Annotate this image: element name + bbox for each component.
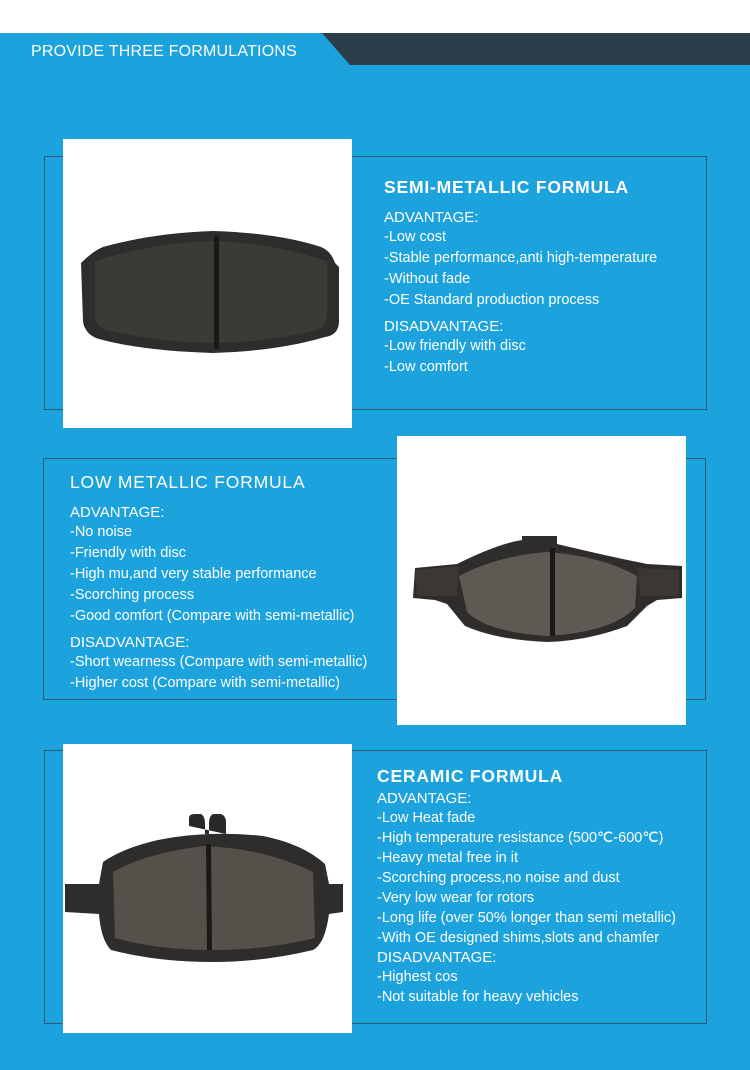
disadvantage-item: -Not suitable for heavy vehicles xyxy=(377,989,579,1005)
advantage-item: -Stable performance,anti high-temperature xyxy=(384,250,658,266)
advantage-item: -Low cost xyxy=(384,229,447,245)
brake-pad-image-semi-metallic xyxy=(63,139,352,428)
advantage-item: -Low Heat fade xyxy=(377,810,476,826)
section-text-ceramic xyxy=(377,765,676,1007)
advantage-label: ADVANTAGE: xyxy=(384,209,479,226)
advantage-item: -Good comfort (Compare with semi-metallic) xyxy=(70,608,355,624)
advantage-item: -Long life (over 50% longer than semi metallic) xyxy=(377,910,676,926)
advantage-item: -Very low wear for rotors xyxy=(377,890,535,906)
formula-title: SEMI-METALLIC FORMULA xyxy=(384,177,629,197)
advantage-item: -Without fade xyxy=(384,271,471,287)
advantage-label: ADVANTAGE: xyxy=(70,504,165,521)
advantage-item: -With OE designed shims,slots and chamfer xyxy=(377,930,660,946)
brake-pad-image-low-metallic xyxy=(397,436,686,725)
disadvantage-label: DISADVANTAGE: xyxy=(377,949,497,966)
advantage-item: -Scorching process,no noise and dust xyxy=(377,870,620,886)
section-text-semi-metallic xyxy=(384,176,657,378)
advantage-item: -No noise xyxy=(70,524,133,540)
disadvantage-item: -Low friendly with disc xyxy=(384,338,526,354)
formula-title: LOW METALLIC FORMULA xyxy=(70,472,306,492)
advantage-item: -Scorching process xyxy=(70,587,195,603)
advantage-item: -Heavy metal free in it xyxy=(377,850,519,866)
page-title: PROVIDE THREE FORMULATIONS xyxy=(31,43,297,60)
advantage-label: ADVANTAGE: xyxy=(377,790,472,807)
advantage-item: -OE Standard production process xyxy=(384,292,600,308)
disadvantage-item: -Higher cost (Compare with semi-metallic) xyxy=(70,675,340,691)
disadvantage-item: -Low comfort xyxy=(384,359,468,375)
disadvantage-item: -Short wearness (Compare with semi-metallic) xyxy=(70,654,368,670)
disadvantage-item: -Highest cos xyxy=(377,969,458,985)
formula-title: CERAMIC FORMULA xyxy=(377,766,564,786)
advantage-item: -Friendly with disc xyxy=(70,545,187,561)
advantage-item: -High temperature resistance (500℃-600℃) xyxy=(377,830,664,846)
advantage-item: -High mu,and very stable performance xyxy=(70,566,317,582)
section-text-low-metallic xyxy=(70,471,367,694)
disadvantage-label: DISADVANTAGE: xyxy=(384,318,504,335)
top-white-strip xyxy=(0,0,750,33)
disadvantage-label: DISADVANTAGE: xyxy=(70,634,190,651)
brake-pad-image-ceramic xyxy=(63,744,352,1033)
